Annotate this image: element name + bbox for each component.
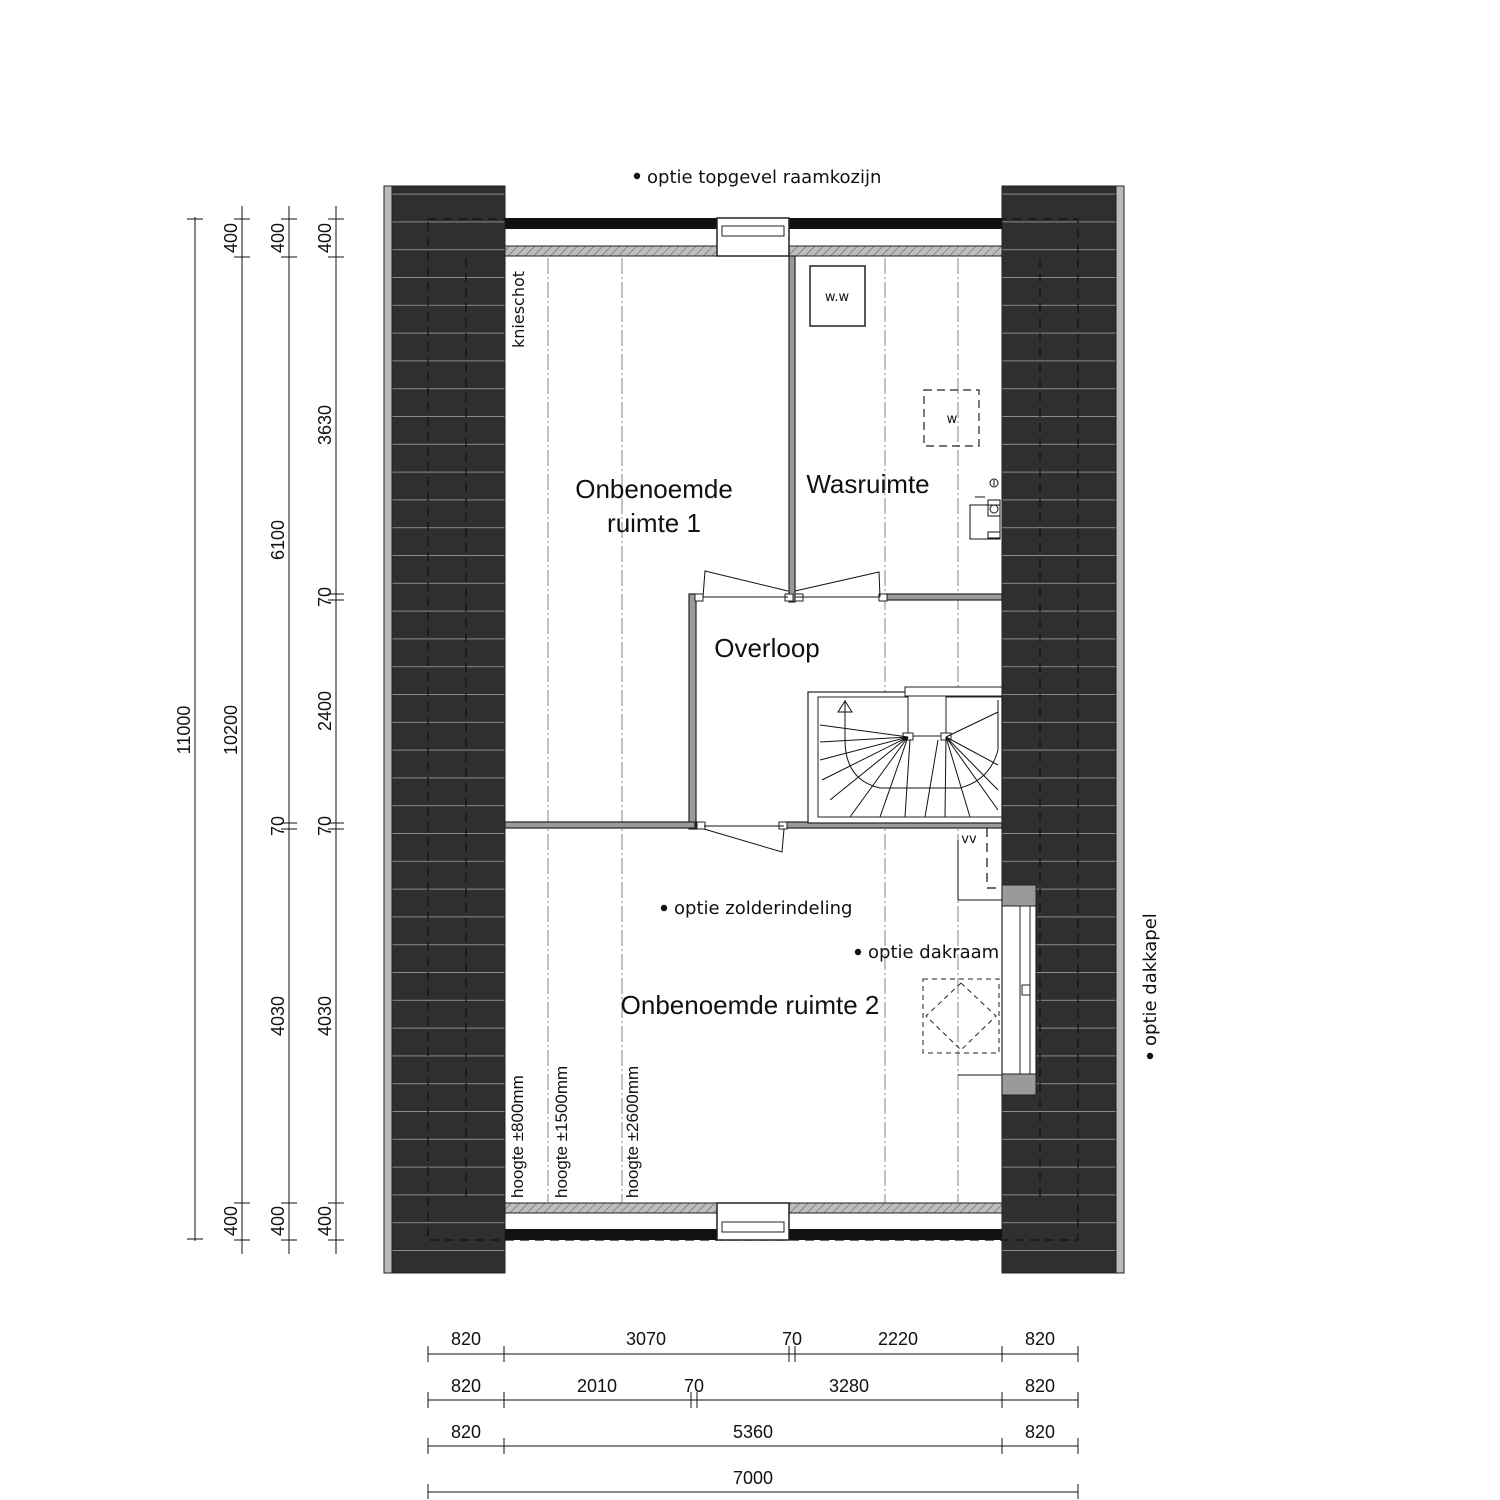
dim-total-vertical: 11000 [174,705,194,755]
dim-col3-mid: 2400 [315,690,335,732]
dim-col3-top: 400 [315,222,335,254]
option-attic-layout-text: optie zolderindeling [674,898,853,919]
option-roof-window [855,942,999,963]
sink-symbol [970,479,1000,539]
dim-row2-a: 820 [450,1376,482,1396]
dim-row3-c: 820 [1024,1422,1056,1442]
height-800-label: hoogte ±800mm [508,1075,527,1198]
dim-row4-total: 7000 [732,1468,774,1488]
washer-dryer-label: w.w [824,290,850,305]
height-1500-label: hoogte ±1500mm [552,1065,571,1198]
vv-label: vv [961,832,977,847]
laundry-name: Wasruimte [806,469,930,499]
room2-name: Onbenoemde ruimte 2 [620,990,880,1020]
bottom-gable-wall [505,1203,1002,1240]
roof-window-symbol [923,979,999,1053]
dim-row3-b: 5360 [732,1422,774,1442]
roof-left [384,186,505,1273]
dim-col2-bottom: 400 [268,1205,288,1237]
dim-row2-c: 70 [683,1376,705,1396]
staircase [808,687,1002,823]
option-attic-layout [661,898,853,919]
dim-row1-d: 2220 [877,1329,919,1349]
dim-col2-mid: 6100 [268,519,288,561]
dim-row3-a: 820 [450,1422,482,1442]
dim-col3-70a: 70 [315,586,335,608]
height-2600-label: hoogte ±2600mm [623,1065,642,1198]
dim-col2-top: 400 [268,222,288,254]
dim-row1-a: 820 [450,1329,482,1349]
option-gable-window-text: optie topgevel raamkozijn [647,167,882,188]
option-roof-window-text: optie dakraam [868,942,1000,963]
option-gable-window [634,167,882,188]
dim-col2-lower: 4030 [268,995,288,1037]
dim-inner-vertical: 10200 [221,704,241,756]
room1-name-line2: ruimte 1 [607,508,701,538]
gable-window-top [717,218,789,256]
roof-right [1002,186,1124,1273]
option-dormer [1140,913,1161,1059]
horizontal-dimension-labels [451,1329,1055,1488]
dim-col1-top: 400 [221,222,241,254]
dim-row2-d: 3280 [828,1376,870,1396]
dim-row1-c: 70 [781,1329,803,1349]
vertical-dimension-labels [174,223,335,1236]
knee-wall-label: knieschot [509,270,528,348]
dim-col3-upper: 3630 [315,404,335,446]
dim-col2-70: 70 [268,815,288,837]
washer-label: w [946,412,958,427]
landing-name: Overloop [714,633,820,663]
option-dormer-text: optie dakkapel [1140,913,1161,1046]
dim-row1-b: 3070 [625,1329,667,1349]
dim-row2-e: 820 [1024,1376,1056,1396]
dim-col1-bottom: 400 [221,1205,241,1237]
dim-col3-bottom: 400 [315,1205,335,1237]
room1-name-line1: Onbenoemde [575,474,733,504]
dim-row2-b: 2010 [576,1376,618,1396]
dim-col3-70b: 70 [315,815,335,837]
dim-col3-lower: 4030 [315,995,335,1037]
dim-row1-e: 820 [1024,1329,1056,1349]
top-gable-wall [505,218,1002,256]
